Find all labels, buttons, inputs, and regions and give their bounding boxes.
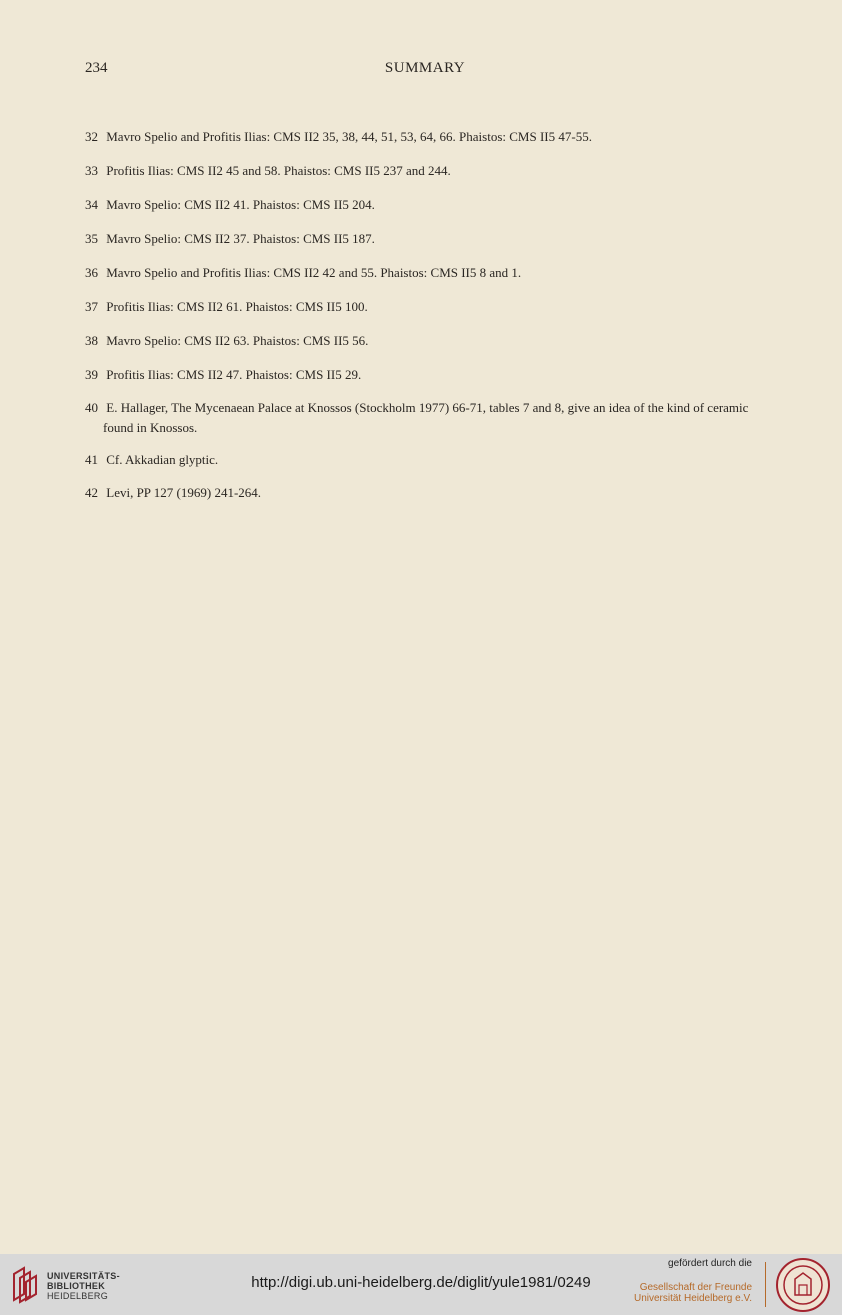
note-number: 36	[85, 265, 98, 280]
page-header	[85, 60, 765, 82]
note-number: 40	[85, 400, 98, 415]
note-text: Profitis Ilias: CMS II2 47. Phaistos: CMS II5 29.	[106, 367, 362, 382]
note-number: 33	[85, 163, 98, 178]
sponsor-name-line: Universität Heidelberg e.V.	[633, 1293, 752, 1304]
permalink-url[interactable]: http://digi.ub.uni-heidelberg.de/diglit/yule1981/0249	[251, 1274, 591, 1291]
note-34	[85, 195, 767, 215]
university-seal-icon[interactable]	[775, 1257, 831, 1313]
note-text: Mavro Spelio: CMS II2 37. Phaistos: CMS II5 187.	[106, 231, 375, 246]
sponsor-name-line: Gesellschaft der Freunde	[639, 1282, 752, 1293]
page-number: 234	[85, 60, 108, 76]
note-39	[85, 365, 767, 385]
note-text: E. Hallager, The Mycenaean Palace at Knossos (Stockholm 1977) 66-71, tables 7 and 8, give an idea of the kind of ceramic found in Knossos.	[103, 400, 749, 435]
sponsor-label: gefördert durch die	[668, 1258, 752, 1269]
note-number: 42	[85, 485, 98, 500]
note-40	[85, 398, 767, 438]
note-42	[85, 483, 767, 503]
library-name-line: HEIDELBERG	[47, 1291, 109, 1301]
note-text: Mavro Spelio: CMS II2 41. Phaistos: CMS II5 204.	[106, 197, 375, 212]
note-number: 38	[85, 333, 98, 348]
note-text: Cf. Akkadian glyptic.	[106, 452, 219, 467]
note-41	[85, 450, 767, 470]
note-number: 37	[85, 299, 98, 314]
notes-list	[85, 127, 767, 517]
note-33	[85, 161, 767, 181]
note-38	[85, 331, 767, 351]
note-text: Mavro Spelio and Profitis Ilias: CMS II2 42 and 55. Phaistos: CMS II5 8 and 1.	[106, 265, 522, 280]
note-35	[85, 229, 767, 249]
viewer-footer	[0, 1254, 842, 1315]
note-number: 41	[85, 452, 98, 467]
note-text: Mavro Spelio and Profitis Ilias: CMS II2 35, 38, 44, 51, 53, 64, 66. Phaistos: CMS II5 47-55.	[106, 129, 592, 144]
footer-divider	[765, 1262, 766, 1307]
page-title: SUMMARY	[384, 60, 466, 76]
note-text: Profitis Ilias: CMS II2 61. Phaistos: CMS II5 100.	[106, 299, 368, 314]
library-name-line: BIBLIOTHEK	[47, 1281, 105, 1291]
sponsor-block[interactable]	[634, 1258, 752, 1304]
library-name-line: UNIVERSITÄTS-	[47, 1271, 120, 1281]
note-number: 39	[85, 367, 98, 382]
note-text: Mavro Spelio: CMS II2 63. Phaistos: CMS II5 56.	[106, 333, 369, 348]
note-36	[85, 263, 767, 283]
note-number: 35	[85, 231, 98, 246]
note-text: Levi, PP 127 (1969) 241-264.	[106, 485, 262, 500]
note-number: 32	[85, 129, 98, 144]
note-37	[85, 297, 767, 317]
note-number: 34	[85, 197, 98, 212]
note-32	[85, 127, 767, 147]
note-text: Profitis Ilias: CMS II2 45 and 58. Phaistos: CMS II5 237 and 244.	[106, 163, 451, 178]
